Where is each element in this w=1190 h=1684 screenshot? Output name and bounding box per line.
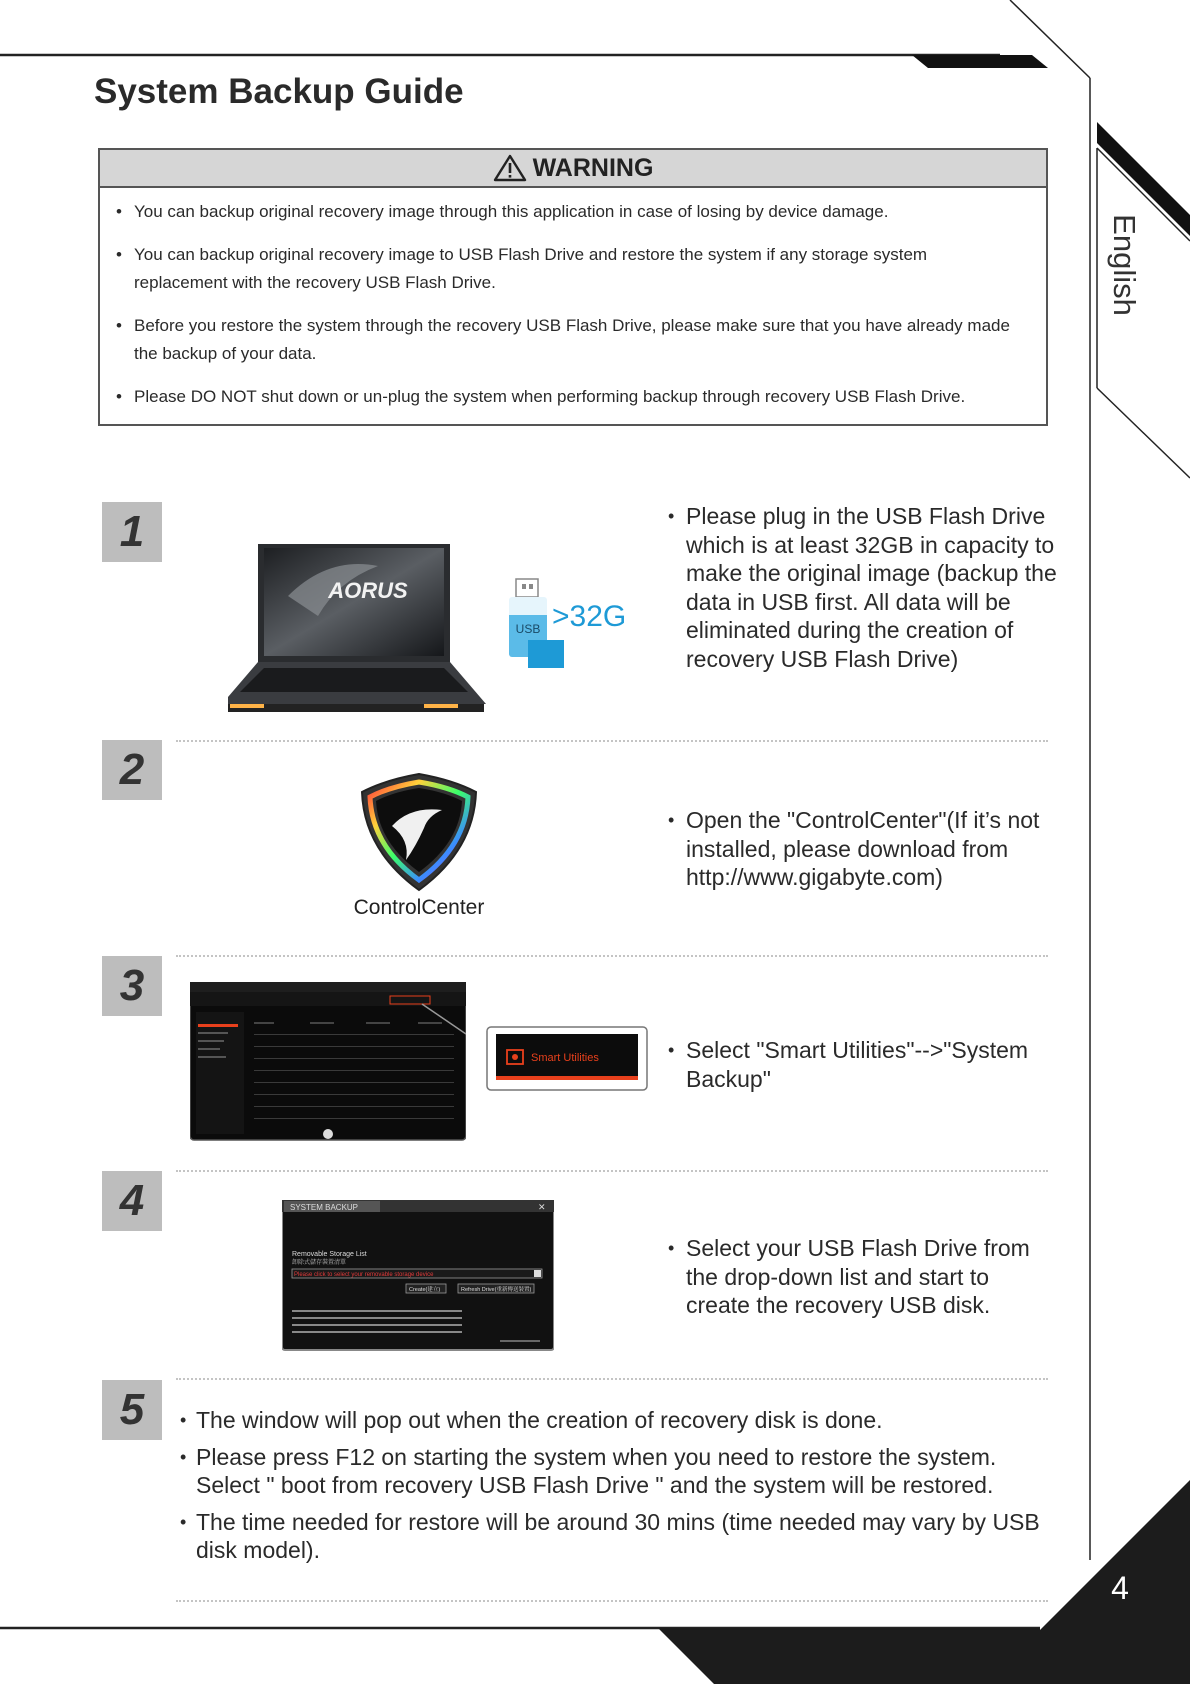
step-separator [176,1600,1048,1602]
page-number: 4 [1111,1570,1129,1606]
step-5-item: • The time needed for restore will be around 30 mins (time needed may vary by USB disk model). [180,1508,1060,1565]
step-5-item: • Please press F12 on starting the system when you need to restore the system. Select " boot from recovery USB Flash Drive " and the system will be restored. [180,1443,1060,1500]
step-separator [176,1170,1048,1172]
storage-list-label: Removable Storage List [292,1251,367,1258]
step-1-text: • Please plug in the USB Flash Drive which is at least 32GB in capacity to make the original image (backup the data in USB first. All data will be eliminated during the creation of recovery USB Flash Drive) [668,502,1058,673]
step-separator [176,740,1048,742]
refresh-drive-button: Refresh Drive(重新傳送裝置) [461,1287,532,1293]
warning-list [100,188,1046,411]
step-separator [176,955,1048,957]
storage-list-label-zh: 卸除式儲存裝置清單 [292,1260,347,1266]
warning-item: • Please DO NOT shut down or un-plug the system when performing backup through recovery USB Flash Drive. [114,383,1022,411]
warning-heading: WARNING [532,153,654,182]
step-3-badge: 3 [102,956,162,1016]
smart-utilities-label: Smart Utilities [531,1052,599,1064]
controlcenter-screenshot [190,982,466,1142]
window-title: SYSTEM BACKUP [290,1203,359,1212]
laptop-logo: AORUS [328,578,408,603]
step-4-text: • Select your USB Flash Drive from the drop-down list and start to create the recovery USB disk. [668,1234,1058,1320]
usb-label: USB [515,622,541,636]
warning-item: • You can backup original recovery image through this application in case of losing by device damage. [114,198,1022,226]
step-separator [176,1378,1048,1380]
page-title: System Backup Guide [94,72,464,111]
warning-box [98,148,1048,426]
step-3-text: • Select "Smart Utilities"-->"System Backup" [668,1036,1058,1093]
warning-header [100,150,1046,188]
controlcenter-caption: ControlCenter [353,896,485,919]
step-1-badge: 1 [102,502,162,562]
warning-item: • Before you restore the system through the recovery USB Flash Drive, please make sure that you have already made the backup of your data. [114,312,1022,368]
window-close-icon: ✕ [538,1202,546,1212]
warning-item: • You can backup original recovery image to USB Flash Drive and restore the system if any storage system replacement with the recovery USB Flash Drive. [114,241,1022,297]
step-2-badge: 2 [102,740,162,800]
create-button: Create(建立) [409,1287,441,1293]
step-4-badge: 4 [102,1171,162,1231]
laptop-image [228,544,486,712]
laptop-with-usb-illustration [228,536,638,718]
step-5-item: • The window will pop out when the creation of recovery disk is done. [180,1406,1060,1435]
warning-triangle-icon [493,154,527,182]
step-5-badge: 5 [102,1380,162,1440]
capacity-label: >32G [552,600,627,633]
step-5-list [180,1406,1060,1573]
storage-dropdown: Please click to select your removable storage device [294,1272,434,1278]
smart-utilities-callout [486,1026,648,1092]
controlcenter-shield-icon [358,770,480,894]
step-2-text: • Open the "ControlCenter"(If it’s not installed, please download from http://www.gigabyte.com) [668,806,1058,892]
language-tab-label: English [1107,214,1142,316]
system-backup-window-screenshot [282,1200,554,1352]
